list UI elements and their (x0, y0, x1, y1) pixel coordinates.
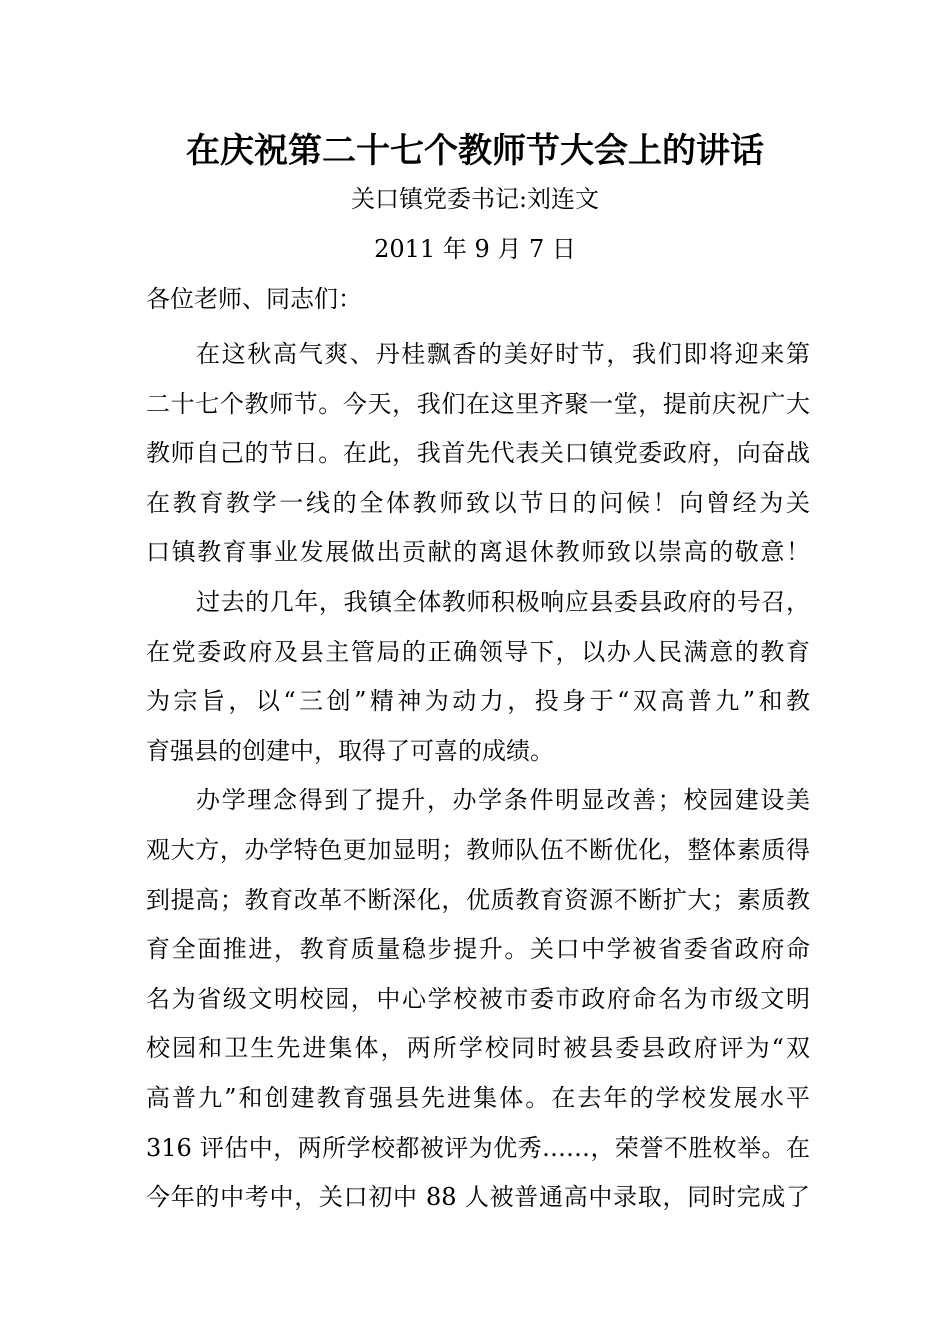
paragraph-3-line-1: 办学理念得到了提升，办学条件明显改善；校园建设美 (196, 786, 810, 815)
speech-title: 在庆祝第二十七个教师节大会上的讲话 (186, 131, 764, 171)
salutation: 各位老师、同志们： (146, 285, 362, 313)
paragraph-3-line-2: 观大方，办学特色更加显明；教师队伍不断优化，整体素质得 (146, 835, 810, 864)
paragraph-3-line-9: 今年的中考中，关口初中 88 人被普通高中录取，同时完成了 (146, 1183, 810, 1212)
paragraph-1-line-2: 二十七个教师节。今天，我们在这里齐聚一堂，提前庆祝广大 (146, 389, 810, 418)
paragraph-2-line-1: 过去的几年，我镇全体教师积极响应县委县政府的号召， (196, 587, 810, 616)
paragraph-1-line-5: 口镇教育事业发展做出贡献的离退休教师致以崇高的敬意！ (146, 538, 810, 567)
paragraph-3-line-3: 到提高；教育改革不断深化，优质教育资源不断扩大；素质教 (146, 885, 810, 914)
speech-body (146, 330, 810, 1223)
paragraph-3-line-7: 高普九”和创建教育强县先进集体。在去年的学校发展水平 (146, 1083, 810, 1112)
paragraph-1-line-3: 教师自己的节日。在此，我首先代表关口镇党委政府，向奋战 (146, 439, 810, 468)
paragraph-3-line-5: 名为省级文明校园，中心学校被市委市政府命名为市级文明 (146, 984, 810, 1013)
paragraph-1-line-4: 在教育教学一线的全体教师致以节日的问候！向曾经为关 (146, 488, 810, 517)
paragraph-2-line-4: 育强县的创建中，取得了可喜的成绩。 (146, 736, 554, 765)
paragraph-3-line-6: 校园和卫生先进集体，两所学校同时被县委县政府评为“双 (146, 1034, 810, 1063)
paragraph-3-line-4: 育全面推进，教育质量稳步提升。关口中学被省委省政府命 (146, 935, 810, 964)
paragraph-3-line-8: 316 评估中，两所学校都被评为优秀……，荣誉不胜枚举。在 (146, 1133, 810, 1162)
speaker-byline: 关口镇党委书记:刘连文 (350, 185, 600, 213)
paragraph-2-line-2: 在党委政府及县主管局的正确领导下，以办人民满意的教育 (146, 637, 810, 666)
paragraph-1-line-1: 在这秋高气爽、丹桂飘香的美好时节，我们即将迎来第 (196, 340, 810, 368)
paragraph-2-line-3: 为宗旨，以“三创”精神为动力，投身于“双高普九”和教 (146, 687, 810, 716)
speech-date: 2011 年 9 月 7 日 (374, 235, 576, 263)
